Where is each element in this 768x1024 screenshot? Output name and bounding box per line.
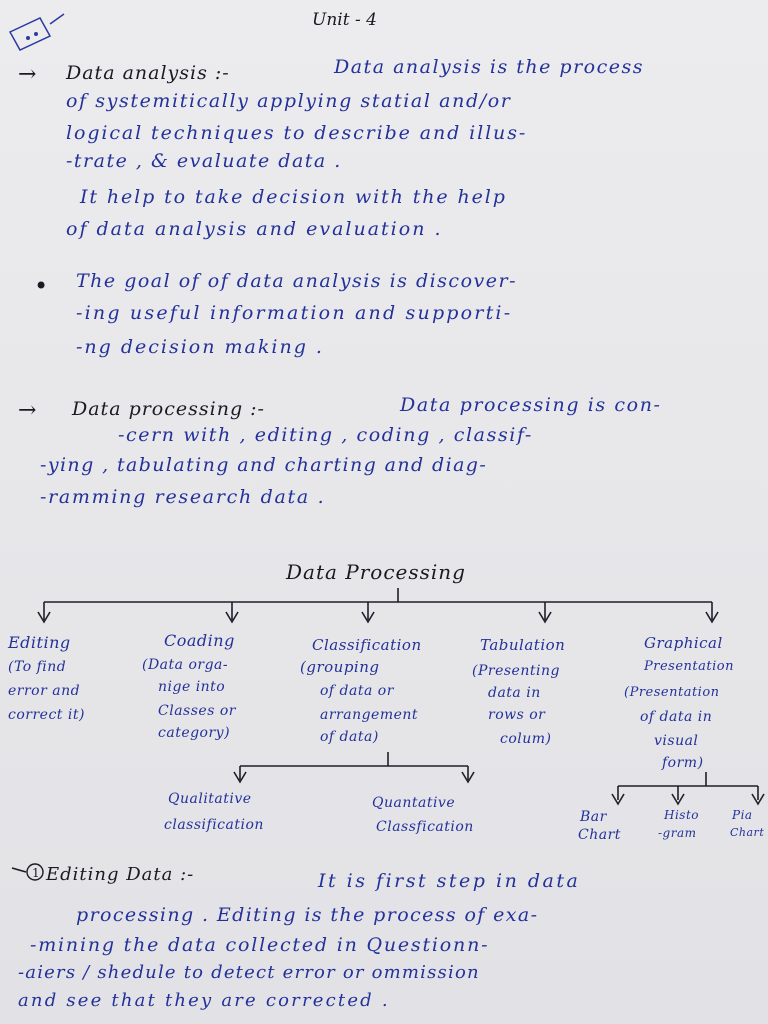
editing-line-2: processing . Editing is the process of exa-: [76, 904, 539, 926]
pie-chart-label-2: Chart: [730, 826, 765, 839]
svg-text:1: 1: [32, 866, 40, 880]
node-graphical-title: Graphical: [644, 634, 723, 652]
node-classification-desc-4: of data): [320, 729, 379, 745]
node-coading-desc-4: category): [158, 725, 231, 741]
editing-line-3: -mining the data collected in Questionn-: [30, 934, 490, 956]
smiley-sketch-icon: [6, 6, 66, 52]
data-processing-line-3: -ying , tabulating and charting and diag-: [40, 454, 488, 476]
qualitative-label-2: classification: [164, 817, 264, 833]
histogram-label-1: Histo: [664, 808, 700, 822]
node-classification-title: Classification: [312, 636, 422, 654]
node-graphical-desc-2: (Presentation: [624, 685, 720, 700]
bar-chart-label-2: Chart: [578, 827, 621, 843]
data-analysis-line-2: of systemitically applying statial and/or: [66, 90, 512, 112]
data-analysis-line-4: -trate , & evaluate data .: [66, 150, 342, 172]
node-graphical-desc-5: form): [662, 755, 704, 771]
node-editing-title: Editing: [8, 633, 71, 652]
editing-line-4: -aiers / shedule to detect error or ommission: [18, 962, 480, 983]
goal-line-1: The goal of of data analysis is discover-: [76, 270, 517, 292]
node-editing-desc-1: (To find: [8, 659, 67, 675]
arrow-right-icon: [10, 858, 46, 886]
arrow-right-icon: →: [18, 62, 37, 87]
unit-title: Unit - 4: [312, 10, 377, 30]
node-tabulation-title: Tabulation: [480, 636, 566, 654]
node-coading-desc-2: nige into: [158, 679, 226, 695]
arrow-right-icon: →: [18, 398, 37, 423]
node-tabulation-desc-3: rows or: [488, 707, 546, 723]
diagram-root-title: Data Processing: [286, 560, 466, 584]
editing-line-1: It is first step in data: [318, 870, 581, 892]
node-editing-desc-2: error and: [8, 683, 81, 699]
data-analysis-line-5: It help to take decision with the help: [80, 186, 507, 208]
node-tabulation-desc-1: (Presenting: [472, 663, 560, 679]
node-coading-desc-1: (Data orga-: [142, 657, 229, 673]
data-processing-heading: Data processing :-: [72, 398, 265, 420]
bar-chart-label-1: Bar: [580, 809, 607, 825]
qualitative-label-1: Qualitative: [168, 791, 252, 807]
node-graphical-desc-1: Presentation: [644, 659, 734, 674]
histogram-label-2: -gram: [658, 826, 697, 840]
data-processing-line-1: Data processing is con-: [400, 394, 662, 416]
node-classification-desc-3: arrangement: [320, 707, 419, 723]
editing-data-heading: Editing Data :-: [46, 864, 195, 885]
node-graphical-desc-4: visual: [654, 733, 699, 749]
bullet-dot-icon: •: [34, 272, 49, 300]
goal-line-2: -ing useful information and supporti-: [76, 302, 513, 324]
data-analysis-line-6: of data analysis and evaluation .: [66, 218, 443, 240]
node-classification-desc-1: (grouping: [300, 658, 380, 676]
data-analysis-heading: Data analysis :-: [66, 62, 230, 84]
quantative-label-2: Classfication: [376, 819, 474, 835]
node-classification-desc-2: of data or: [320, 683, 394, 699]
quantative-label-1: Quantative: [372, 795, 456, 811]
node-tabulation-desc-2: data in: [488, 685, 541, 701]
node-graphical-desc-3: of data in: [640, 709, 713, 725]
node-tabulation-desc-4: colum): [500, 731, 552, 747]
node-coading-title: Coading: [164, 631, 235, 650]
editing-line-5: and see that they are corrected .: [18, 990, 390, 1011]
node-editing-desc-3: correct it): [8, 707, 85, 723]
node-coading-desc-3: Classes or: [158, 703, 236, 719]
data-analysis-line-3: logical techniques to describe and illus-: [66, 122, 528, 144]
goal-line-3: -ng decision making .: [76, 336, 324, 358]
data-processing-line-4: -ramming research data .: [40, 486, 326, 508]
pie-chart-label-1: Pia: [732, 808, 753, 822]
data-analysis-line-1: Data analysis is the process: [334, 56, 644, 78]
data-processing-line-2: -cern with , editing , coding , classif-: [118, 424, 533, 446]
